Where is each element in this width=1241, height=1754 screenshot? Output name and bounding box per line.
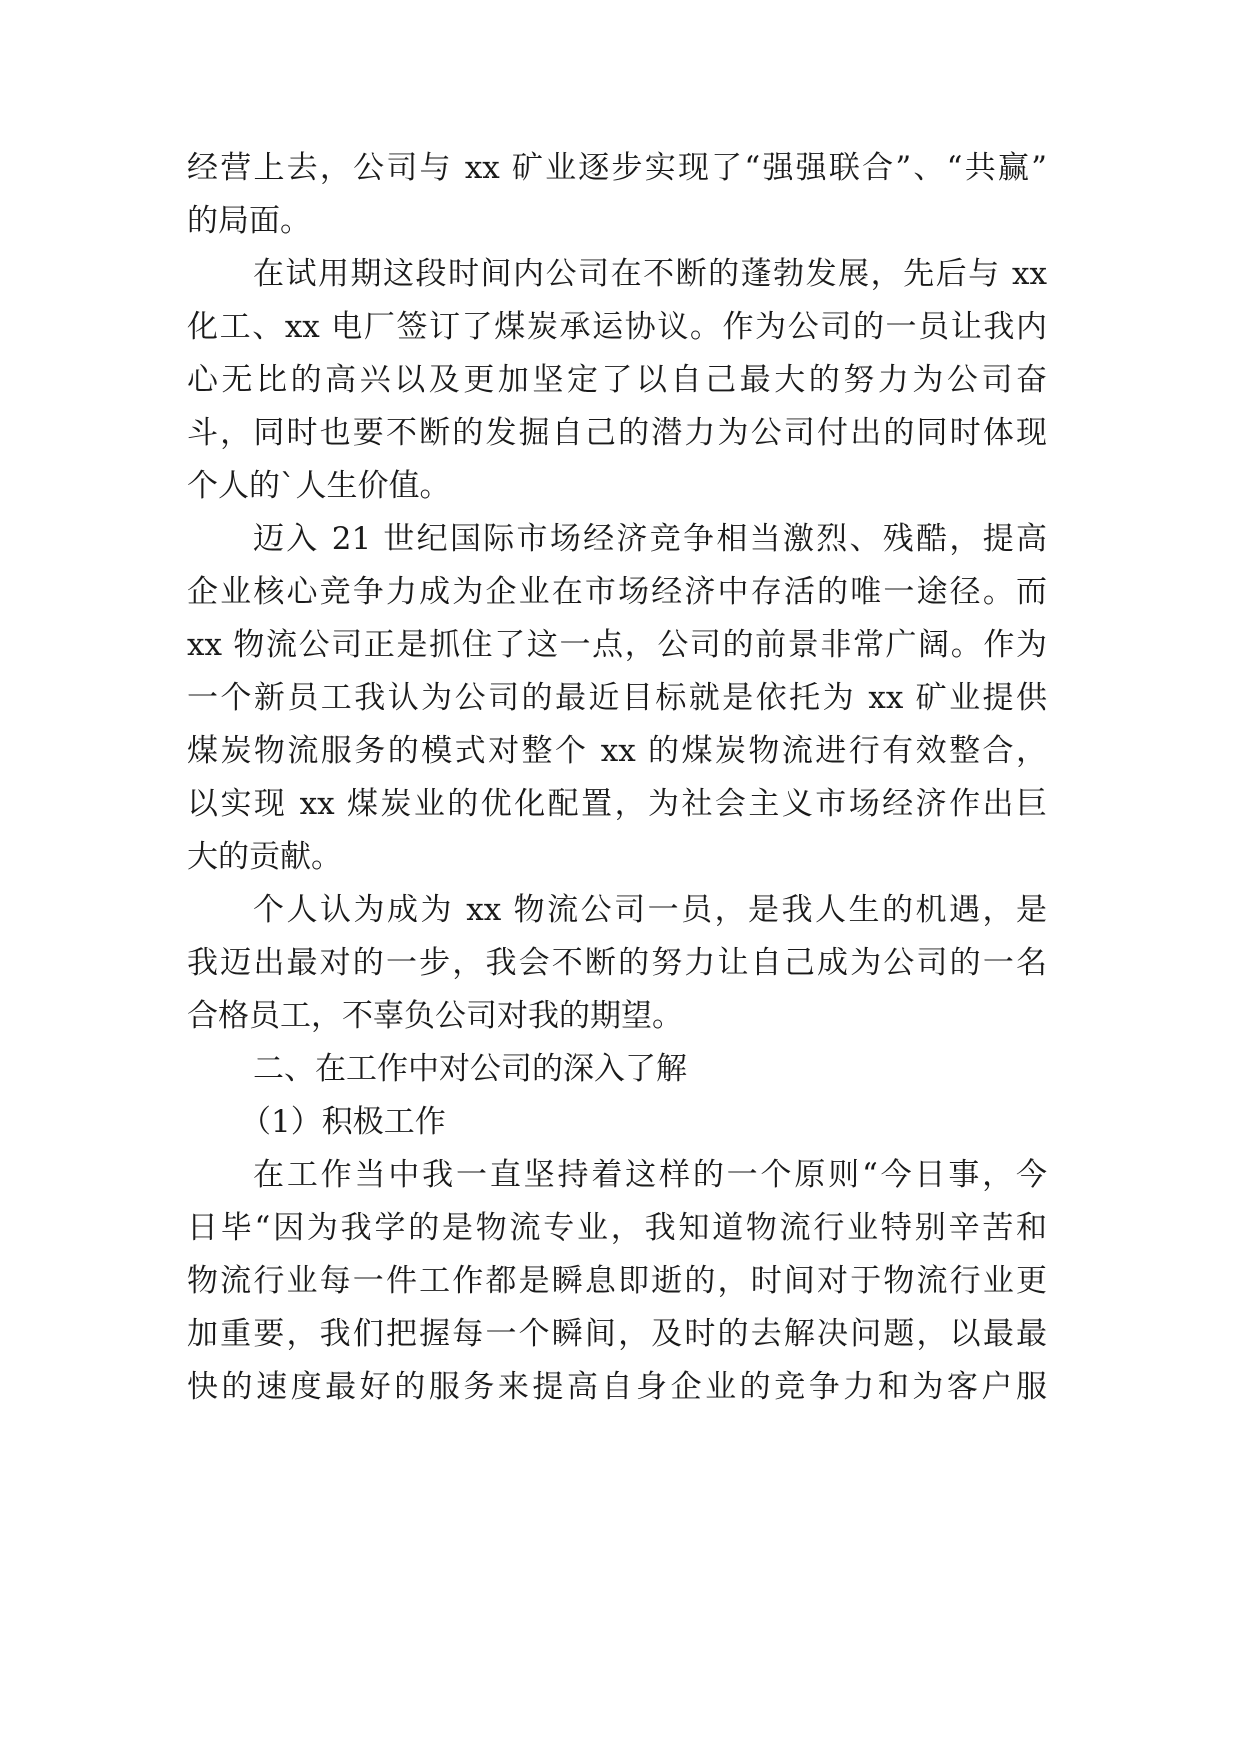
text-line: 煤炭物流服务的模式对整个 xx 的煤炭物流进行有效整合， [187,733,1047,769]
text-line: 的局面。 [187,203,311,239]
text-line: 企业核心竞争力成为企业在市场经济中存活的唯一途径。而 [187,574,1047,610]
subsection-heading: （1）积极工作 [240,1104,446,1140]
paragraph-first-line: 在试用期这段时间内公司在不断的蓬勃发展，先后与 xx [253,256,1047,292]
text-line: 一个新员工我认为公司的最近目标就是依托为 xx 矿业提供 [187,680,1047,716]
text-line: 个人的`人生价值。 [187,468,451,504]
text-line: 经营上去，公司与 xx 矿业逐步实现了“强强联合”、“共赢” [187,150,1047,186]
paragraph-first-line: 个人认为成为 xx 物流公司一员，是我人生的机遇，是 [253,892,1047,928]
text-line: 加重要，我们把握每一个瞬间，及时的去解决问题，以最最 [187,1316,1047,1352]
text-line: 物流行业每一件工作都是瞬息即逝的，时间对于物流行业更 [187,1263,1047,1299]
text-line: 化工、xx 电厂签订了煤炭承运协议。作为公司的一员让我内 [187,309,1047,345]
text-line: 心无比的高兴以及更加坚定了以自己最大的努力为公司奋 [187,362,1047,398]
text-line: 斗，同时也要不断的发掘自己的潜力为公司付出的同时体现 [187,415,1047,451]
paragraph-first-line: 在工作当中我一直坚持着这样的一个原则“今日事，今 [253,1157,1047,1193]
text-line: 以实现 xx 煤炭业的优化配置，为社会主义市场经济作出巨 [187,786,1047,822]
text-line: xx 物流公司正是抓住了这一点，公司的前景非常广阔。作为 [187,627,1047,663]
text-line: 日毕“因为我学的是物流专业，我知道物流行业特别辛苦和 [187,1210,1047,1246]
text-line: 大的贡献。 [187,839,342,875]
text-line: 我迈出最对的一步，我会不断的努力让自己成为公司的一名 [187,945,1047,981]
text-line: 快的速度最好的服务来提高自身企业的竞争力和为客户服 [187,1369,1047,1405]
text-line: 合格员工，不辜负公司对我的期望。 [187,998,683,1034]
section-heading: 二、在工作中对公司的深入了解 [253,1051,687,1087]
paragraph-first-line: 迈入 21 世纪国际市场经济竞争相当激烈、残酷，提高 [253,521,1047,557]
